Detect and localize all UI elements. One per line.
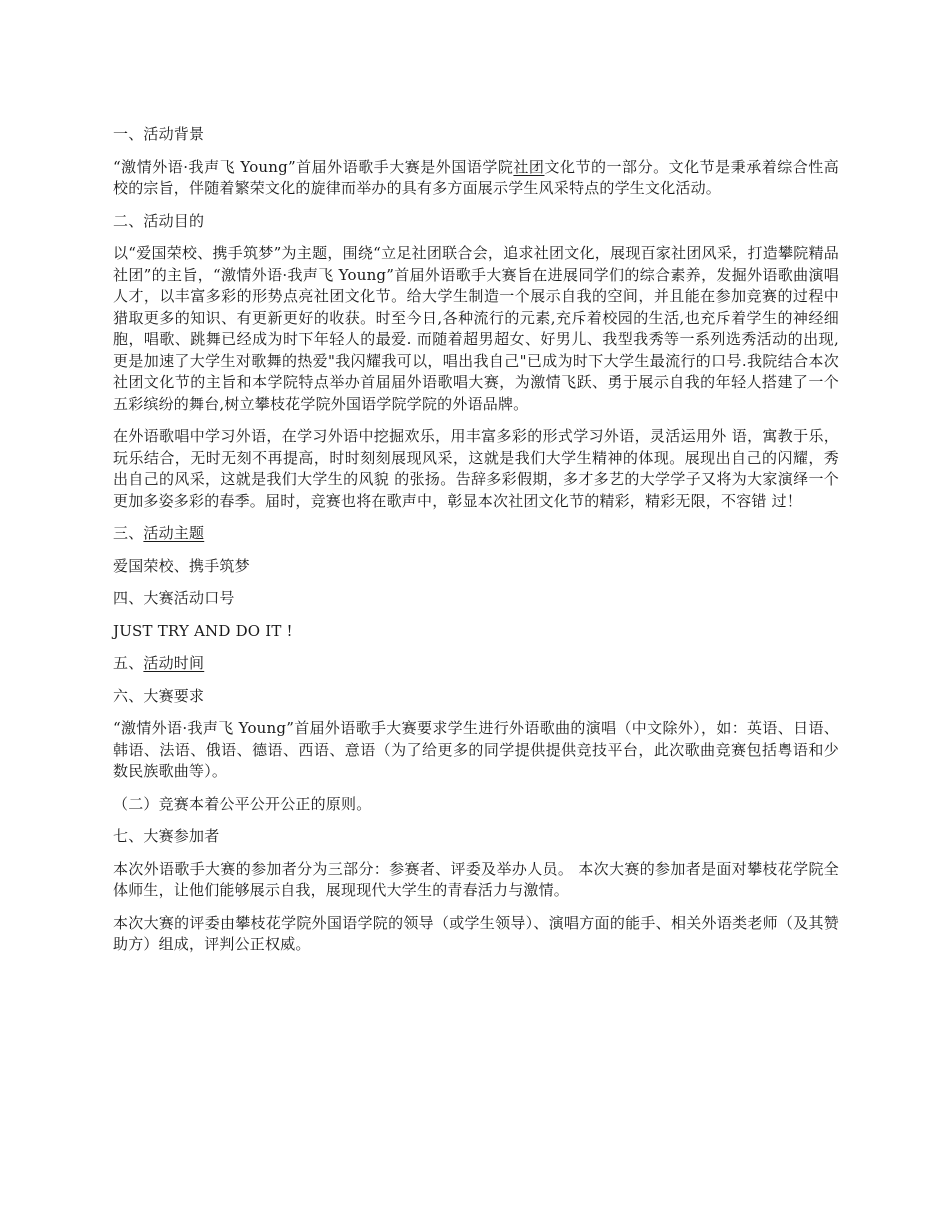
section-heading-background: 一、活动背景: [113, 125, 205, 143]
section-heading-time: [113, 653, 839, 675]
participants-paragraph-1: 本次外语歌手大赛的参加者分为三部分：参赛者、评委及举办人员。 本次大赛的参加者是面对攀枝花学院全体师生，让他们能够展示自我，展现现代大学生的青春活力与激情。: [113, 859, 839, 899]
club-link[interactable]: 社团: [513, 157, 545, 176]
background-text-part-2: 文化节的一部分。文化节是秉承着综合性高校的宗旨，伴随着繁荣文化的旋律而举办的具有多方面展示学生风采特点的学生文化活动。: [113, 157, 839, 197]
theme-paragraph: 爱国荣校、携手筑梦: [113, 556, 250, 575]
purpose-paragraph-2: 在外语歌唱中学习外语，在学习外语中挖掘欢乐，用丰富多彩的形式学习外语，灵活运用外 语，寓教于乐，玩乐结合，无时无刻不再提高，时时刻刻展现风采，这就是我们大学生精神的体现。展现出自己的闪耀，秀出自己的风采，这就是我们大学生的风貌 的张扬。告辞多彩假期，多才多艺的大学学子又将为大家演绎一个更加多姿多彩的春季。届时，竞赛也将在歌声中，彰显本次社团文化节的精彩，精彩无限，不容错 过！: [113, 427, 839, 510]
time-heading-prefix: 五、: [113, 654, 144, 672]
section-heading-slogan: 四、大赛活动口号: [113, 589, 235, 607]
section-heading-theme: [113, 523, 839, 545]
background-text-part-1: “激情外语·我声飞 Young”首届外语歌手大赛是外国语学院: [113, 157, 514, 176]
participants-paragraph-2: 本次大赛的评委由攀枝花学院外国语学院的领导（或学生领导）、演唱方面的能手、相关外语类老师（及其赞助方）组成，评判公正权威。: [113, 913, 839, 953]
section-heading-requirements: 六、大赛要求: [113, 686, 205, 705]
background-paragraph: [113, 157, 839, 200]
requirements-paragraph-1: “激情外语·我声飞 Young”首届外语歌手大赛要求学生进行外语歌曲的演唱（中文除外），如：英语、日语、韩语、法语、俄语、德语、西语、意语（为了给更多的同学提供提供竞技平台，此次歌曲竞赛包括粤语和少数民族歌曲等）。: [113, 719, 839, 780]
slogan-paragraph: JUST TRY AND DO IT !: [113, 621, 293, 640]
time-heading-link[interactable]: 活动时间: [143, 654, 205, 672]
theme-heading-prefix: 三、: [113, 524, 144, 542]
purpose-paragraph-1: 以“爱国荣校、携手筑梦”为主题，围绕“立足社团联合会，追求社团文化，展现百家社团风采，打造攀院精品社团”的主旨，“激情外语·我声飞 Young”首届外语歌手大赛旨在进展同学们的综合素养，发掘外语歌曲演唱人才，以丰富多彩的形势点亮社团文化节。给大学生制造一个展示自我的空间，并且能在参加竞赛的过程中猎取更多的知识、有更新更好的收获。时至今日,各种流行的元素,充斥着校园的生活,也充斥着学生的神经细胞，唱歌、跳舞已经成为时下年轻人的最爱. 而随着超男超女、好男儿、我型我秀等一系列选秀活动的出现,更是加速了大学生对歌舞的热爱"我闪耀我可以，唱出我自己"已成为时下大学生最流行的口号.我院结合本次社团文化节的主旨和本学院特点举办首届届外语歌唱大赛，为激情飞跃、勇于展示自我的年轻人搭建了一个五彩缤纷的舞台,树立攀枝花学院外国语学院学院的外语品牌。: [113, 244, 839, 413]
requirements-paragraph-2: （二）竞赛本着公平公开公正的原则。: [113, 794, 372, 813]
section-heading-participants: 七、大赛参加者: [113, 827, 220, 845]
section-heading-purpose: 二、活动目的: [113, 211, 205, 230]
theme-heading-link[interactable]: 活动主题: [143, 524, 205, 542]
document-page: [113, 124, 839, 967]
